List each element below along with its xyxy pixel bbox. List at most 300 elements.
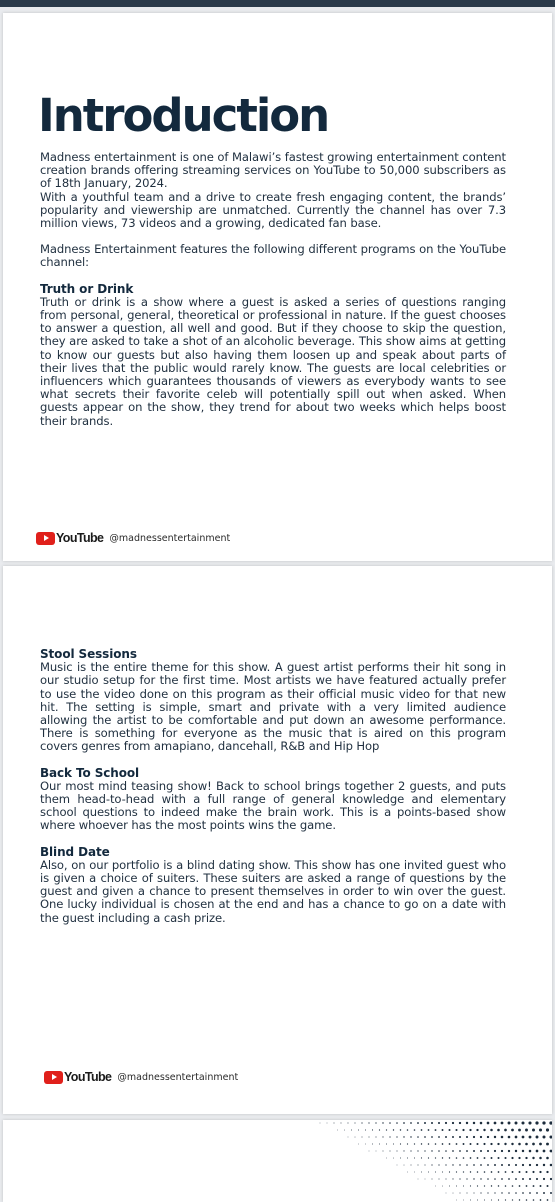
pattern-dot (449, 1186, 450, 1187)
pattern-dot (456, 1157, 458, 1159)
pattern-dot (508, 1122, 511, 1125)
pattern-dot (410, 1150, 411, 1151)
pattern-dot (483, 1143, 485, 1145)
pattern-dot (396, 1150, 397, 1151)
pattern-dot (546, 1128, 549, 1131)
pattern-dot (529, 1150, 532, 1153)
pattern-dot (459, 1122, 461, 1124)
pattern-dot (512, 1171, 514, 1173)
pattern-dot (459, 1150, 461, 1152)
pattern-dot (550, 1164, 552, 1167)
pattern-dot (446, 1193, 447, 1194)
pattern-dot (375, 1136, 376, 1137)
pattern-dot (521, 1121, 524, 1124)
pattern-dot (501, 1178, 503, 1180)
pattern-dot (445, 1178, 446, 1179)
pattern-dot (466, 1122, 468, 1124)
pattern-dot (389, 1136, 390, 1137)
pattern-dot (473, 1136, 475, 1138)
pattern-dot (473, 1178, 474, 1179)
pattern-dot (452, 1136, 454, 1138)
programs-section (40, 648, 506, 925)
pattern-dot (470, 1171, 471, 1172)
pattern-dot (511, 1143, 513, 1145)
pattern-dot (546, 1185, 548, 1187)
pattern-dot (320, 1123, 321, 1124)
pattern-dot (477, 1185, 478, 1186)
pattern-dot (382, 1136, 383, 1137)
pattern-dot (494, 1178, 496, 1180)
pattern-dot (470, 1157, 472, 1159)
pattern-dot (442, 1186, 443, 1187)
pattern-dot (348, 1137, 349, 1138)
dot-pattern-decoration (282, 1120, 552, 1202)
pattern-dot (497, 1129, 500, 1132)
pattern-dot (411, 1165, 412, 1166)
pattern-dot (539, 1128, 542, 1131)
pattern-dot (431, 1164, 432, 1165)
pattern-dot (354, 1122, 355, 1123)
pattern-dot (501, 1192, 502, 1193)
pattern-dot (445, 1122, 447, 1124)
pattern-dot (515, 1178, 517, 1180)
pattern-dot (536, 1192, 538, 1194)
pattern-dot (386, 1143, 387, 1144)
pattern-dot (529, 1164, 531, 1166)
pattern-dot (442, 1143, 444, 1145)
pattern-dot (382, 1122, 383, 1123)
pattern-dot (484, 1157, 486, 1159)
stool-sessions-heading: Stool Sessions (40, 647, 137, 661)
pattern-dot (414, 1157, 415, 1158)
channel-handle: @madnessentertainment (109, 532, 231, 544)
pattern-dot (504, 1157, 506, 1159)
pattern-dot (421, 1157, 422, 1158)
pattern-dot (470, 1185, 471, 1186)
stool-sessions-body: Music is the entire theme for this show. A guest artist performs their hit song in our studio setup for the first time. Most artists we have featured actually prefer to use the video done on this program as their official music video for that new hit. The setting is simple, smart and private with a very limited audience allowing the artist to be comfortable and put down an awesome performance. There is something for everyone as the music that is aired on this program covers genres from amapiano, dancehall, R&B and Hip Hop (40, 660, 506, 754)
youtube-logo (44, 1070, 111, 1084)
pattern-dot (491, 1171, 493, 1173)
youtube-play-icon (36, 532, 55, 545)
pattern-dot (463, 1185, 464, 1186)
pattern-dot (533, 1185, 535, 1187)
pattern-dot (505, 1171, 507, 1173)
pattern-dot (421, 1129, 423, 1131)
pattern-dot (539, 1143, 542, 1146)
pattern-dot (511, 1157, 513, 1159)
pattern-dot (421, 1143, 422, 1144)
pattern-dot (508, 1192, 510, 1194)
pattern-dot (542, 1121, 545, 1124)
pattern-dot (532, 1157, 534, 1159)
blind-date-body: Also, on our portfolio is a blind dating show. This show has one invited guest who is given a choice of suiters. These suiters are asked a range of questions by the guest and given a chance to present themselves in order to win over the guest. One lucky individual is chosen at the end and has a chance to go on a date with the guest including a cash prize. (40, 857, 506, 925)
pattern-dot (550, 1150, 552, 1153)
pattern-dot (393, 1158, 394, 1159)
pattern-dot (470, 1143, 472, 1145)
pattern-dot (417, 1164, 418, 1165)
pattern-dot (543, 1192, 545, 1194)
pattern-dot (543, 1178, 545, 1180)
pattern-dot (438, 1164, 439, 1165)
pattern-dot (477, 1157, 479, 1159)
pattern-dot (549, 1121, 552, 1124)
pattern-dot (525, 1171, 527, 1173)
pattern-dot (532, 1129, 535, 1132)
pattern-dot (518, 1157, 520, 1159)
pattern-dot (424, 1136, 426, 1138)
pattern-dot (431, 1136, 433, 1138)
pattern-dot (529, 1136, 532, 1139)
pattern-dot (445, 1164, 446, 1165)
pattern-dot (484, 1171, 486, 1173)
pattern-dot (407, 1129, 409, 1131)
pattern-dot (341, 1123, 342, 1124)
pattern-dot (505, 1185, 507, 1187)
pattern-dot (452, 1178, 453, 1179)
pattern-dot (540, 1199, 542, 1201)
pattern-dot (529, 1178, 531, 1180)
pattern-dot (522, 1136, 525, 1139)
page-footer (36, 531, 230, 545)
pattern-dot (519, 1185, 521, 1187)
pattern-dot (376, 1151, 377, 1152)
pattern-dot (526, 1199, 528, 1201)
pattern-dot (442, 1129, 444, 1131)
pattern-dot (483, 1129, 485, 1131)
pattern-dot (543, 1136, 546, 1139)
pattern-dot (498, 1171, 500, 1173)
pattern-dot (540, 1185, 542, 1187)
pattern-dot (421, 1172, 422, 1173)
pattern-dot (431, 1122, 433, 1124)
truth-or-drink-body: Truth or drink is a show where a guest is asked a series of questions ranging from personal, general, theoretical or professional in nature. If the guest chooses to answer a question, all well and good. But if they choose to skip the question, they are asked to take a shot of an alcoholic beverage. This show aims at getting to know our guests but also having them loosen up and speak about parts of their lives that the public would rarely know. The guests are local celebrities or influencers which guarantees thousands of viewers as everybody wants to see what secrets their favorite celeb will potentially spill out when asked. When guests appear on the show, they trend for about two weeks which helps boost their brands. (40, 294, 506, 428)
pattern-dot (512, 1185, 514, 1187)
intro-section (40, 151, 506, 428)
pattern-dot (494, 1136, 496, 1138)
pattern-dot (497, 1143, 499, 1145)
pattern-dot (407, 1158, 408, 1159)
pattern-dot (477, 1171, 479, 1173)
pattern-dot (334, 1123, 335, 1124)
pattern-dot (344, 1130, 345, 1131)
pattern-dot (494, 1192, 495, 1193)
pattern-dot (518, 1143, 521, 1146)
pattern-dot (379, 1129, 380, 1130)
pattern-dot (414, 1143, 415, 1144)
pattern-dot (532, 1143, 535, 1146)
pattern-dot (337, 1130, 338, 1131)
pattern-dot (438, 1136, 440, 1138)
youtube-wordmark: YouTube (56, 531, 104, 545)
pattern-dot (525, 1129, 528, 1132)
pattern-dot (372, 1129, 373, 1130)
pattern-dot (550, 1192, 552, 1194)
pattern-dot (459, 1136, 461, 1138)
pattern-dot (372, 1144, 373, 1145)
pattern-dot (386, 1129, 387, 1130)
pattern-dot (365, 1129, 366, 1130)
pattern-dot (484, 1185, 485, 1186)
pattern-dot (522, 1164, 524, 1166)
pattern-dot (389, 1122, 391, 1124)
pattern-dot (480, 1136, 482, 1138)
pattern-dot (424, 1122, 426, 1124)
pattern-dot (435, 1171, 436, 1172)
pattern-dot (424, 1150, 425, 1151)
intro-paragraph-3: Madness Entertainment features the following different programs on the YouTube channel: (40, 242, 506, 270)
pattern-dot (536, 1136, 539, 1139)
pattern-dot (407, 1172, 408, 1173)
pattern-dot (431, 1150, 432, 1151)
pattern-dot (466, 1150, 468, 1152)
pattern-dot (498, 1185, 499, 1186)
pattern-dot (539, 1157, 542, 1160)
pattern-dot (368, 1122, 369, 1123)
pattern-dot (452, 1164, 453, 1165)
pattern-dot (466, 1192, 467, 1193)
pattern-dot (393, 1143, 394, 1144)
pattern-dot (456, 1143, 458, 1145)
pattern-dot (501, 1136, 504, 1139)
pattern-dot (501, 1122, 504, 1125)
pattern-dot (417, 1122, 419, 1124)
pattern-dot (403, 1150, 404, 1151)
pattern-dot (515, 1136, 518, 1139)
pattern-dot (435, 1186, 436, 1187)
pattern-dot (487, 1150, 489, 1152)
pattern-dot (518, 1129, 521, 1132)
pattern-dot (515, 1122, 518, 1125)
pattern-dot (546, 1171, 548, 1173)
pattern-dot (515, 1192, 517, 1194)
pattern-dot (347, 1122, 348, 1123)
document-page-2 (3, 566, 552, 1114)
pattern-dot (428, 1157, 429, 1158)
intro-paragraph-2: With a youthful team and a drive to create fresh engaging content, the brands’ popularity and viewership are unmatched. Currently the channel has over 7.3 million views, 73 videos and a growing, dedicated fan base. (40, 189, 506, 231)
pattern-dot (410, 1136, 411, 1137)
pattern-dot (379, 1144, 380, 1145)
pattern-dot (358, 1144, 359, 1145)
pattern-dot (480, 1122, 483, 1125)
pattern-dot (397, 1165, 398, 1166)
pattern-dot (428, 1143, 430, 1145)
pattern-dot (469, 1129, 471, 1131)
pattern-dot (480, 1164, 482, 1166)
pattern-dot (425, 1179, 426, 1180)
pattern-dot (536, 1178, 538, 1180)
pattern-dot (368, 1136, 369, 1137)
pattern-dot (460, 1193, 461, 1194)
pattern-dot (396, 1122, 398, 1124)
pattern-dot (476, 1129, 478, 1131)
top-bar (0, 0, 555, 7)
pattern-dot (491, 1185, 492, 1186)
pattern-dot (508, 1136, 511, 1139)
pattern-dot (432, 1179, 433, 1180)
pattern-dot (407, 1143, 408, 1144)
pattern-dot (473, 1122, 475, 1124)
pattern-dot (536, 1164, 538, 1166)
pattern-dot (490, 1143, 492, 1145)
intro-paragraph-1: Madness entertainment is one of Malawi’s fastest growing entertainment content creation brands offering streaming services on YouTube to 50,000 subscribers as of 18th January, 2024. (40, 150, 506, 191)
pattern-dot (400, 1143, 401, 1144)
pattern-dot (543, 1164, 545, 1166)
pattern-dot (487, 1136, 489, 1138)
pattern-dot (487, 1164, 489, 1166)
pattern-dot (449, 1171, 450, 1172)
page-footer (44, 1070, 238, 1084)
pattern-dot (508, 1178, 510, 1180)
document-page-3 (3, 1120, 552, 1202)
pattern-dot (390, 1151, 391, 1152)
pattern-dot (362, 1137, 363, 1138)
pattern-dot (453, 1193, 454, 1194)
pattern-dot (369, 1151, 370, 1152)
pattern-dot (428, 1129, 430, 1131)
pattern-dot (386, 1158, 387, 1159)
pattern-dot (358, 1130, 359, 1131)
pattern-dot (487, 1122, 490, 1125)
back-to-school-body: Our most mind teasing show! Back to school brings together 2 guests, and puts them head-to-head with a full range of general knowledge and elementary school questions to indeed make the brain work. This is a points-based show where whoever has the most points wins the game. (40, 778, 506, 833)
pattern-dot (549, 1135, 552, 1138)
pattern-dot (528, 1121, 531, 1124)
pattern-dot (449, 1157, 450, 1158)
pattern-dot (543, 1150, 546, 1153)
pattern-dot (522, 1150, 524, 1152)
pattern-dot (463, 1143, 465, 1145)
pattern-dot (546, 1157, 549, 1160)
blind-date-heading: Blind Date (40, 844, 110, 859)
pattern-dot (404, 1165, 405, 1166)
pattern-dot (535, 1121, 538, 1124)
youtube-logo (36, 531, 103, 545)
pattern-dot (435, 1129, 437, 1131)
pattern-dot (417, 1136, 419, 1138)
pattern-dot (435, 1143, 437, 1145)
pattern-dot (459, 1164, 460, 1165)
pattern-dot (424, 1164, 425, 1165)
pattern-dot (428, 1172, 429, 1173)
pattern-dot (442, 1171, 443, 1172)
pattern-dot (501, 1164, 503, 1166)
pattern-dot (501, 1150, 503, 1152)
pattern-dot (462, 1129, 464, 1131)
pattern-dot (435, 1157, 436, 1158)
pattern-dot (480, 1192, 481, 1193)
pattern-dot (533, 1199, 535, 1201)
pattern-dot (519, 1171, 521, 1173)
pattern-dot (403, 1122, 405, 1124)
pattern-dot (445, 1150, 447, 1152)
pattern-dot (473, 1192, 474, 1193)
pattern-dot (456, 1171, 457, 1172)
pattern-dot (511, 1129, 514, 1132)
pattern-dot (445, 1136, 447, 1138)
pattern-dot (375, 1122, 376, 1123)
pattern-dot (550, 1178, 552, 1180)
back-to-school-heading: Back To School (40, 765, 140, 780)
pattern-dot (438, 1150, 440, 1152)
pattern-dot (508, 1164, 510, 1166)
pattern-dot (529, 1192, 531, 1194)
pattern-dot (504, 1143, 506, 1145)
pattern-dot (351, 1130, 352, 1131)
pattern-dot (522, 1178, 524, 1180)
pattern-dot (539, 1171, 541, 1173)
pattern-dot (508, 1150, 510, 1152)
pattern-dot (466, 1136, 468, 1138)
pattern-dot (383, 1151, 384, 1152)
pattern-dot (452, 1122, 454, 1124)
pattern-dot (525, 1157, 527, 1159)
pattern-dot (487, 1178, 489, 1180)
page-title: Introduction (38, 89, 329, 142)
pattern-dot (355, 1137, 356, 1138)
pattern-dot (438, 1122, 440, 1124)
pattern-dot (442, 1157, 443, 1158)
pattern-dot (393, 1129, 394, 1130)
pattern-dot (466, 1164, 468, 1166)
pattern-dot (532, 1171, 534, 1173)
pattern-dot (448, 1129, 450, 1131)
pattern-dot (466, 1178, 467, 1179)
pattern-dot (403, 1136, 404, 1137)
pattern-dot (361, 1122, 362, 1123)
pattern-dot (519, 1199, 520, 1200)
pattern-dot (449, 1143, 451, 1145)
pattern-dot (494, 1164, 496, 1166)
pattern-dot (494, 1150, 496, 1152)
pattern-dot (459, 1178, 460, 1179)
pattern-dot (487, 1192, 488, 1193)
pattern-dot (410, 1122, 412, 1124)
pattern-dot (473, 1164, 475, 1166)
pattern-dot (476, 1143, 478, 1145)
pattern-dot (473, 1150, 475, 1152)
pattern-dot (396, 1136, 397, 1137)
pattern-dot (400, 1158, 401, 1159)
pattern-dot (463, 1157, 465, 1159)
youtube-play-icon (44, 1071, 63, 1084)
pattern-dot (480, 1178, 481, 1179)
pattern-dot (414, 1172, 415, 1173)
pattern-dot (491, 1157, 493, 1159)
pattern-dot (547, 1199, 549, 1201)
truth-or-drink-heading: Truth or Drink (40, 281, 134, 296)
pattern-dot (455, 1129, 457, 1131)
pattern-dot (515, 1150, 517, 1152)
pattern-dot (536, 1150, 539, 1153)
pattern-dot (439, 1179, 440, 1180)
pattern-dot (546, 1143, 549, 1146)
pattern-dot (490, 1129, 493, 1132)
pattern-dot (417, 1150, 418, 1151)
pattern-dot (504, 1129, 507, 1132)
pattern-dot (522, 1192, 524, 1194)
pattern-dot (452, 1150, 454, 1152)
pattern-dot (365, 1144, 366, 1145)
pattern-dot (456, 1186, 457, 1187)
document-page-1 (3, 13, 552, 561)
pattern-dot (497, 1157, 499, 1159)
pattern-dot (480, 1150, 482, 1152)
pattern-dot (418, 1179, 419, 1180)
pattern-dot (463, 1171, 464, 1172)
pattern-dot (525, 1143, 528, 1146)
pattern-dot (400, 1129, 401, 1130)
pattern-dot (414, 1129, 416, 1131)
pattern-dot (526, 1185, 528, 1187)
